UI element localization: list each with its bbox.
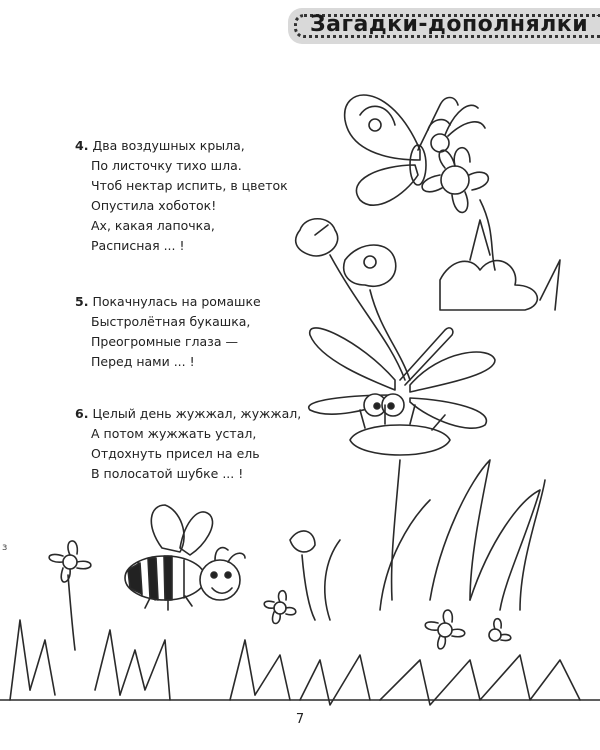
riddle-line: Быстролётная букашка, (91, 314, 251, 329)
riddle-line: Опустила хоботок! (91, 198, 217, 213)
flower-illustration (422, 148, 495, 270)
riddle-line: Чтоб нектар испить, в цветок (91, 178, 288, 193)
riddle-line: Два воздушных крыла, (92, 138, 245, 153)
riddle-line: В полосатой шубке ... ! (91, 466, 244, 481)
dragonfly-illustration (309, 328, 495, 428)
margin-mark: з (2, 542, 8, 553)
flower-illustration (264, 591, 511, 649)
riddle-line: Перед нами ... ! (91, 354, 195, 369)
butterfly-illustration (345, 95, 485, 205)
flower-illustration (49, 541, 91, 650)
riddle-line: Преогромные глаза — (91, 334, 238, 349)
riddle-line: Расписная ... ! (91, 238, 185, 253)
riddle-number: 6. (75, 406, 89, 421)
bee-illustration (125, 505, 245, 610)
daisy-illustration (350, 405, 450, 600)
grass-illustration (440, 220, 560, 310)
flower-illustration (296, 219, 410, 380)
riddle-number: 4. (75, 138, 89, 153)
riddle-line: Покачнулась на ромашке (92, 294, 261, 309)
riddle-line: Целый день жужжал, жужжал, (92, 406, 302, 421)
riddle-line: Ах, какая лапочка, (91, 218, 215, 233)
riddle-line: А потом жужжать устал, (91, 426, 257, 441)
page-number: 7 (295, 712, 305, 727)
riddle-line: По листочку тихо шла. (91, 158, 242, 173)
grass-illustration (290, 460, 545, 620)
grass-illustration (0, 620, 600, 705)
riddle-line: Отдохнуть присел на ель (91, 446, 260, 461)
page-title: Загадки-дополнялки (310, 12, 589, 37)
riddle-number: 5. (75, 294, 89, 309)
